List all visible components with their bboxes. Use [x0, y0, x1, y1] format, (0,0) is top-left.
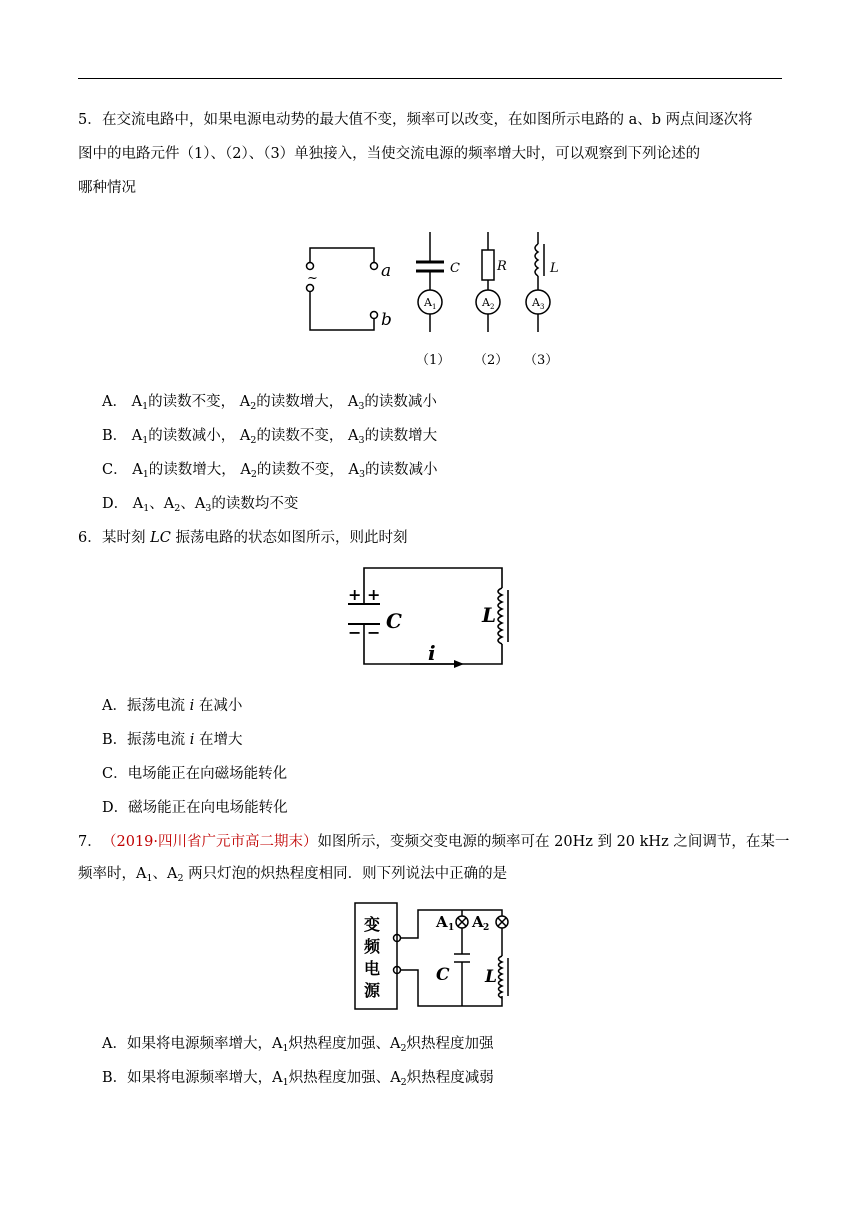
q5-option-a: A． $A_1$的读数不变， $A_2$的读数增大， $A_3$的读数减小 — [102, 394, 437, 412]
element-2-caption: （2） — [474, 353, 509, 368]
q6-lc-circuit-figure — [340, 560, 514, 672]
question-7-line-2: 频率时，$A_1$、$A_2$ 两只灯泡的炽热程度相同．则下列说法中正确的是 — [78, 866, 508, 884]
resistor-label: R — [497, 259, 507, 274]
lamp-1-label: A — [436, 913, 448, 931]
q7-option-a: A．如果将电源频率增大，$A_1$炽热程度加强、$A_2$炽热程度加强 — [102, 1036, 494, 1054]
question-6-stem: 某时刻 LC 振荡电路的状态如图所示，则此时刻 — [102, 530, 408, 546]
terminal-a-label: a — [381, 261, 392, 281]
element-1-caption: （1） — [416, 353, 451, 368]
q6-option-b: B．振荡电流 i 在增大 — [102, 732, 243, 748]
q5-circuit-figure — [298, 226, 578, 372]
source-char-2: 频 — [364, 937, 381, 956]
capacitor-minus-signs: − − — [348, 623, 381, 642]
question-7-number: 7． — [78, 834, 102, 850]
current-label: i — [428, 641, 436, 665]
inductor-label: L — [550, 261, 559, 276]
header-rule — [78, 78, 782, 79]
q7-option-b: B．如果将电源频率增大，$A_1$炽热程度加强、$A_2$炽热程度减弱 — [102, 1070, 494, 1088]
ammeter-2-label: A — [482, 296, 490, 309]
ammeter-3-sub: 3 — [540, 303, 545, 311]
q5-option-b: B． $A_1$的读数减小， $A_2$的读数不变， $A_3$的读数增大 — [102, 428, 438, 446]
q6-option-c: C．电场能正在向磁场能转化 — [102, 766, 288, 782]
source-char-4: 源 — [364, 981, 381, 1000]
lamp-1-sub: 1 — [448, 923, 455, 933]
ac-source-symbol: ~ — [307, 271, 318, 286]
question-source: （2019·四川省广元市高二期末） — [102, 834, 318, 850]
ammeter-1-sub: 1 — [432, 303, 437, 311]
lamp-2-sub: 2 — [483, 923, 490, 933]
source-char-3: 电 — [364, 959, 381, 978]
ammeter-1-label: A — [424, 296, 432, 309]
terminal-b-label: b — [381, 310, 392, 330]
question-7-line-1: （2019·四川省广元市高二期末）如图所示，变频交变电源的频率可在 20Hz 到 20 kHz 之间调节，在某一 — [102, 834, 790, 850]
capacitor-label: C — [436, 965, 450, 985]
question-5-line-3: 哪种情况 — [78, 180, 136, 196]
q6-option-d: D．磁场能正在向电场能转化 — [102, 800, 288, 816]
ammeter-2-sub: 2 — [490, 303, 495, 311]
capacitor-plus-signs: + + — [348, 585, 381, 604]
lamp-2-label: A — [472, 913, 484, 931]
q5-option-d: D． $A_1$、$A_2$、$A_3$的读数均不变 — [102, 496, 299, 514]
source-char-1: 变 — [364, 915, 381, 934]
inductor-label: L — [485, 967, 497, 987]
ammeter-3-label: A — [532, 296, 540, 309]
question-5-line-1: 在交流电路中，如果电源电动势的最大值不变，频率可以改变，在如图所示电路的 a、b 两点间逐次将 — [102, 112, 753, 128]
element-3-caption: （3） — [524, 353, 559, 368]
capacitor-label: C — [386, 609, 402, 633]
q6-option-a: A．振荡电流 i 在减小 — [102, 698, 243, 714]
question-6-number: 6． — [78, 530, 102, 546]
q5-option-c: C． $A_1$的读数增大， $A_2$的读数不变， $A_3$的读数减小 — [102, 462, 438, 480]
question-5-line-2: 图中的电路元件（1）、（2）、（3）单独接入，当使交流电源的频率增大时，可以观察到下列论述的 — [78, 146, 701, 162]
capacitor-label: C — [450, 261, 460, 276]
inductor-label: L — [482, 603, 497, 627]
q7-circuit-figure — [352, 900, 512, 1014]
question-5-number: 5． — [78, 112, 102, 128]
